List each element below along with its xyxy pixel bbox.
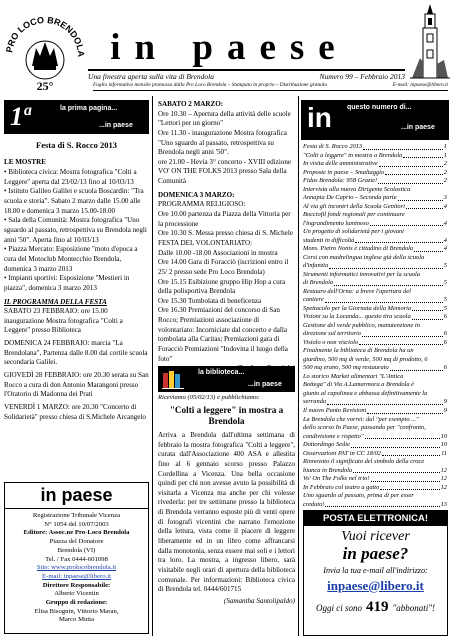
toc-title: Intervista alla nuova Dirigente Scolastica: [303, 185, 411, 193]
toc-entry: [303, 152, 447, 161]
email-link[interactable]: E-mail: inpaese@libero.it: [42, 572, 111, 580]
banner-top-text: questo numero di...: [347, 104, 412, 111]
toc-title: Gestione del verde pubblico, manutenzione in: [303, 321, 420, 329]
toc-title: Visiolo o non visciolo: [303, 338, 359, 346]
toc-entry: [303, 279, 447, 288]
toc-leader: [325, 296, 443, 303]
toc-page-number: 4: [443, 219, 447, 227]
toc-leader: [325, 501, 439, 507]
toc-leader: [371, 475, 440, 482]
paragraph: Dalle 10.00 -18.00 Associazioni in mostra: [158, 248, 278, 257]
toc-entry: [303, 245, 447, 254]
toc-leader: [355, 237, 442, 244]
paragraph: Ore 14.00 Gara di Foracciò (iscrizioni entro il 25/ 2 presso sede Pro Loco Brendola): [158, 258, 289, 276]
toc-page-number: 1: [443, 143, 447, 150]
banner-top-text: la biblioteca...: [198, 369, 245, 376]
tagline: Una finestra aperta sulla vita di Brendola: [88, 72, 214, 81]
toc-page-number: 6: [443, 364, 447, 372]
toc-title: Bocciofil fondi regionali per continuare: [303, 211, 405, 219]
toc-leader: [403, 152, 442, 159]
toc-entry: [303, 347, 447, 356]
toc-page-number: 6: [443, 330, 447, 338]
toc-entry: [303, 381, 447, 390]
toc-page-number: 13: [440, 500, 447, 507]
paragraph: SABATO 23 FEBBRAIO: ore 15.00 inaugurazione Mostra fotografica "Colti a Leggere" presso Biblioteca: [4, 307, 123, 335]
toc-entry: [303, 450, 447, 459]
toc-title: condivisione e rispetto": [303, 432, 364, 440]
paragraph: • Sala della Comunità: Mostra fotografica "Uno sguardo al passato, retrospettiva su Brendola negli anni '50". Aperta fino al 10/03/13: [4, 216, 147, 244]
issue-number: Numero 99 – Febbraio 2013: [319, 72, 405, 81]
colophon-line: Alberto Vicentin: [54, 590, 99, 598]
toc-page-number: 4: [443, 245, 447, 253]
toc-title: di Brendola: [303, 279, 334, 287]
paragraph: Ore 10.30 S. Messa presso chiesa di S. Michele: [158, 229, 293, 238]
toc-title: creduto!: [303, 500, 325, 507]
toc-entry: [303, 364, 447, 373]
toc-title: Dottordingo Sedie: [303, 441, 350, 449]
email-box-title: POSTA ELETTRONICA!: [304, 511, 447, 526]
banner-big-text: 1ª: [10, 102, 30, 131]
toc-page-number: 1: [443, 151, 447, 159]
first-page-banner: [4, 100, 149, 134]
toc-page-number: 12: [440, 483, 447, 491]
article-heading: "Colti a leggere" in mostra a Brendola: [169, 404, 284, 427]
toc-title: Restauro dell'Orna: a breve l'apertura del: [303, 287, 411, 295]
toc-title: Finalmente la biblioteca di Brendola ha un: [303, 347, 414, 355]
column-1-text: [4, 136, 149, 422]
paragraph: ore 21.00 - Hevia 3° concerto - XVIII edizione VO' ON THE FOLKS 2013 presso Sala della Comunità: [158, 157, 292, 186]
subscriber-count: 419: [365, 598, 389, 615]
paragraph: Ore 15.30 Tombolata di beneficenza: [158, 296, 262, 305]
toc-page-number: 5: [443, 296, 447, 304]
toc-entry: [303, 288, 447, 297]
toc-entry: [303, 356, 447, 365]
colophon-line: N° 1054 del 10/07/2003: [44, 520, 109, 528]
email-box-line: "abbonati"!: [392, 602, 436, 613]
toc-page-number: 9: [443, 406, 447, 414]
paragraph: Ore 10.30 – Apertura della attività delle scuole "Lettori per un giorno": [158, 109, 291, 128]
toc-title: Spettacolo per la Giornata della Memoria: [303, 304, 412, 312]
toc-entry: [303, 424, 447, 433]
toc-entry: [303, 433, 447, 442]
toc-entry: [303, 475, 447, 484]
paragraph: • Impianti sportivi: Esposizione "Mestieri in piazza", domenica 3 marzo 2013: [4, 274, 130, 292]
toc-entry: [303, 271, 447, 280]
library-banner: [158, 366, 295, 392]
toc-leader: [390, 364, 443, 371]
toc-entry: [303, 313, 447, 322]
colophon-line: Editore: Assoc.ne Pro-Loco Brendola: [23, 529, 130, 537]
toc-page-number: 6: [443, 338, 447, 346]
toc-title: Rinnovato il significato del simbolo della croce: [303, 458, 425, 466]
toc-leader: [327, 398, 443, 405]
email-box-line: Vuoi ricever: [341, 529, 410, 544]
toc-leader: [382, 450, 440, 457]
toc-page-number: 12: [440, 475, 447, 483]
paragraph: • Biblioteca civica: Mostra fotografica "Colti a Leggere" aperta dal 23/02/13 fino al 10/03/13: [4, 168, 137, 186]
toc-entry: [303, 296, 447, 305]
colophon-line: Marco Mutta: [58, 616, 95, 624]
toc-page-number: 11: [441, 449, 447, 457]
toc-entry: [303, 194, 447, 203]
section-label: FESTA DEL VOLONTARIATO:: [158, 238, 253, 247]
toc-leader: [385, 169, 443, 176]
toc-title: Bottega" di Via A.Lamarmora a Brendola è: [303, 381, 415, 389]
paragraph: Ore 10.00 partenza da Piazza della Vittoria per la processione: [158, 210, 291, 228]
toc-page-number: 12: [440, 466, 447, 474]
toc-entry: [303, 339, 447, 348]
masthead-email: E-mail: inpaese@libero.it: [392, 82, 448, 88]
section-label: PROGRAMMA RELIGIOSO:: [158, 200, 246, 209]
toc-leader: [370, 220, 443, 227]
section-label: DOMENICA 3 MARZO:: [158, 190, 235, 199]
toc-title: Annapia De Caprio – Seconda parte: [303, 194, 397, 202]
toc-entry: [303, 305, 447, 314]
toc-title: Uno sguardo al passato, prima di per esser: [303, 492, 414, 500]
toc-title: Strumenti informatici innovativi per la scuola: [303, 270, 420, 278]
toc-leader: [362, 330, 443, 337]
toc-entry: [303, 211, 447, 220]
toc-title: In Febbraio col teatro a gatto: [303, 483, 380, 491]
website-link[interactable]: Sito: www.prolocobrendola.it: [36, 564, 117, 572]
toc-entry: [303, 458, 447, 467]
subscriber-count-line: [304, 598, 447, 616]
toc-title: dello scorso In Paese, passando per "confronto,: [303, 424, 426, 432]
toc-page-number: 2: [443, 168, 447, 176]
column-divider: [152, 96, 153, 636]
toc-leader: [365, 433, 440, 440]
toc-leader: [380, 484, 439, 491]
toc-leader: [406, 203, 443, 210]
toc-entry: [303, 441, 447, 450]
toc-entry: [303, 186, 447, 195]
colophon-line: Registrazione Tribunale Vicenza: [32, 512, 121, 519]
toc-leader: [412, 313, 443, 320]
toc-page-number: 5: [443, 279, 447, 287]
banner-bottom-text: ...in paese: [401, 124, 435, 131]
colophon-line: Elisa Bisognin, Vittorio Maran,: [34, 607, 119, 615]
paragraph: Ore 16.30 Premiazioni del concorso di San Rocco; Premiazioni associazione di volontariato: Incorniciate dal concerto e dalla tombolata alla Caritas; Premiazioni gara di Foracciò Premiazioni "Indovina il luogo della foto": [158, 306, 288, 363]
pro-loco-logo: [4, 4, 86, 94]
toc-title: Proposte in paese – Smaltaggio: [303, 168, 385, 176]
banner-big-text: in: [307, 102, 332, 133]
toc-leader: [412, 305, 443, 312]
toc-leader: [367, 407, 442, 414]
toc-page-number: 3: [443, 194, 447, 202]
toc-leader: [414, 245, 443, 252]
email-box-line: Oggi ci sono: [315, 602, 362, 613]
toc-title: bianca in Brendola: [303, 466, 353, 474]
toc-entry: [303, 220, 447, 229]
colophon-line: Piazza del Donatore: [49, 538, 104, 546]
toc-entry: [303, 407, 447, 416]
banner-bottom-text: ...in paese: [248, 381, 282, 388]
toc-entry: [303, 373, 447, 382]
bell-tower-illustration: [410, 2, 450, 82]
banner-bottom-text: ...in paese: [99, 122, 133, 129]
colophon-title: in paese: [5, 483, 148, 509]
toc-leader: [334, 279, 443, 286]
toc-leader: [398, 194, 443, 201]
toc-title: Osservazioni PAT in CC 18/02: [303, 449, 381, 457]
toc-entry: [303, 398, 447, 407]
toc-leader: [378, 177, 443, 184]
toc-title: Corsi con madrelingua inglese già della scuola: [303, 253, 425, 261]
colophon-line: Gruppo di redazione:: [45, 599, 108, 607]
section-label: IL PROGRAMMA DELLA FESTA: [4, 297, 107, 306]
toc-leader: [329, 262, 443, 269]
paragraph: • Piazza Mercato: Esposizione "moto d'epoca a cura del Motoclub Montecchio Brendola, domenica 3 marzo 2013: [4, 245, 138, 273]
books-icon: [162, 369, 184, 389]
toc-page-number: 6: [443, 313, 447, 321]
column-2-text: [158, 100, 295, 374]
newsletter-title: in paese: [110, 27, 349, 68]
toc-page-number: 5: [443, 262, 447, 270]
toc-page-number: 9: [443, 398, 447, 406]
toc-entry: [303, 228, 447, 237]
toc-entry: [303, 177, 447, 186]
toc-title: Visioni su la Locanda... questo tira scuola: [303, 313, 411, 321]
toc-entry: [303, 262, 447, 271]
colophon-line: Brendola (VI): [57, 546, 96, 554]
signature: (Samantha Santolipaldo): [223, 596, 295, 605]
publisher-note: Foglio informativo mensile promosso dalla Pro Loco Brendola – Stampato in proprio – Distribuzione gratuita: [93, 82, 328, 88]
toc-page-number: 10: [440, 432, 447, 440]
colophon-line: Tel. / Fax 0444-601098: [45, 555, 108, 563]
paragraph: VENERDÌ 1 MARZO: ore 20.30 "Concerto di Solidarietà" presso chiesa di S.Michele Arcangelo: [4, 402, 146, 421]
toc-entry: [303, 254, 447, 263]
toc-title: "Colti a leggere" in mostra a Brendola: [303, 151, 403, 159]
email-subscription-box: [303, 510, 448, 636]
toc-leader: [363, 143, 443, 150]
article-heading: Festa di S. Rocco 2013: [36, 140, 117, 150]
paragraph: DOMENICA 24 FEBBRAIO: marcia "La Brendolana", Partenza dalle 8.00 dal cortile scuola secondaria Galilei.: [4, 339, 148, 367]
paragraph: • Istituto Galileo Galilei e scuola Boscardin: "Tra scuola e storia". Sabato 2 marzo dalle 15.00 alle 18.00 e domenica 3 marzo 15.00-18.00: [4, 187, 144, 215]
toc-page-number: 2: [443, 160, 447, 168]
toc-entry: [303, 501, 447, 507]
toc-page-number: 5: [443, 304, 447, 312]
svg-text:PRO LOCO BRENDOLA: PRO LOCO BRENDOLA: [4, 14, 86, 58]
toc-leader: [353, 467, 440, 474]
column-2-article: [158, 394, 295, 606]
svg-text:25°: 25°: [36, 79, 54, 93]
toc-page-number: 2: [443, 177, 447, 185]
toc-entry: [303, 330, 447, 339]
toc-title: d'infanzia: [303, 262, 329, 270]
masthead-subline: [93, 82, 448, 91]
masthead-strip: [88, 69, 405, 82]
toc-entry: [303, 416, 447, 425]
toc-entry: [303, 390, 447, 399]
toc-page-number: 4: [443, 236, 447, 244]
article-body: Arriva a Brendola dall'ultima settimana di febbraio la mostra fotografica "Colti a leggere", curata dall'Associazione 400 ASA e allestita fino al 6 gennaio scorso presso Palazzo Cordellina a Vicenza. Una bella occasione quindi per chi non avesse avuto la possibilità di visitarla a Vicenza ma anche per chi volesse rivederla: per tre settimane presso la biblioteca di Brendola verranno esposte più di venti opere di fotografi vicentini che narrano l'emozione della lettura, vista come il piacere di leggere liberamente ed in un libro come affrancarsi dalla monotonia, senza essere mai soli e i lettori tra loro. La mostra, a ingresso libero, sarà visitabile negli orari di apertura della biblioteca comunale. Per informazioni: Biblioteca civica di Brendola tel. 0444/601715: [158, 430, 295, 594]
column-divider: [298, 96, 299, 636]
email-box-line: in paese?: [342, 544, 409, 563]
toc-entry: [303, 169, 447, 178]
paragraph: Ore 11.30 - inaugurazione Mostra fotografica "Uno sguardo al passato, retrospettiva su Brendola negli anni '50".: [158, 128, 287, 157]
section-label: LE MOSTRE: [4, 157, 46, 166]
toc-entry: [303, 237, 447, 246]
toc-title: giardino, 500 mq di verde, 500 mq di prodotto, 6: [303, 355, 428, 363]
toc-title: Festa di S. Rocco 2013: [303, 143, 363, 150]
toc-page-number: 10: [440, 441, 447, 449]
toc-entry: [303, 484, 447, 493]
toc-title: In visita delle amministrative: [303, 160, 378, 168]
toc-title: La Brendola che vorrei: dal "per esempio ...": [303, 415, 419, 423]
received-note: Riceviamo (05/02/13) e pubblichiamo:: [158, 394, 260, 401]
toc-entry: [303, 322, 447, 331]
toc-entry: [303, 143, 447, 152]
toc-leader: [379, 160, 443, 167]
toc-leader: [359, 339, 443, 346]
table-of-contents: [303, 143, 447, 507]
email-box-line: Invia la tua e-mail all'indirizzo:: [323, 565, 428, 575]
section-label: SABATO 2 MARZO:: [158, 100, 224, 108]
toc-title: Un progetto di solidarietà per i giovani: [303, 228, 404, 236]
contents-banner: [301, 100, 449, 140]
paragraph: GIOVEDÌ 28 FEBBRAIO: ore 20.30 serata su San Rocco a cura di don Antonio Marangoni presso l'Oratorio di Madonna dei Prati: [4, 371, 149, 399]
toc-title: Il nuovo Punto Revisioni: [303, 406, 367, 414]
toc-title: serranda: [303, 398, 327, 406]
colophon-box: [4, 482, 149, 634]
banner-top-text: la prima pagina...: [60, 105, 118, 112]
toc-title: studenti in difficoltà: [303, 236, 355, 244]
toc-title: 500 mq erano, 500 mq restaurato: [303, 364, 389, 372]
toc-entry: [303, 492, 447, 501]
subscription-email-link[interactable]: inpaese@libero.it: [327, 577, 424, 593]
toc-entry: [303, 160, 447, 169]
toc-leader: [351, 441, 440, 448]
toc-title: Mons. Pietro Nonis è cittadino di Brendola: [303, 245, 414, 253]
toc-title: Lo storico Market alimentari "L'Antica: [303, 372, 404, 380]
toc-title: Vo' On The Folks nel trio!: [303, 475, 370, 483]
toc-title: giunto al capolinea e abbassa definitivamente la: [303, 389, 428, 397]
toc-entry: [303, 203, 447, 212]
paragraph: Ore 15.15 Esibizione gruppo Hip Hop a cura della polisportiva Brendola: [158, 277, 286, 296]
toc-title: direzione sul territorio: [303, 330, 361, 338]
toc-title: cantiere: [303, 296, 324, 304]
toc-title: Fidas Brendola: 958 Grazie!: [303, 177, 378, 185]
toc-title: Al via gli incontri della Scuola Genitori: [303, 202, 405, 210]
toc-title: l'ingrandimento luminoso: [303, 219, 369, 227]
colophon-line: Direttore Responsabile:: [42, 581, 111, 589]
toc-entry: [303, 467, 447, 476]
toc-page-number: 4: [443, 202, 447, 210]
